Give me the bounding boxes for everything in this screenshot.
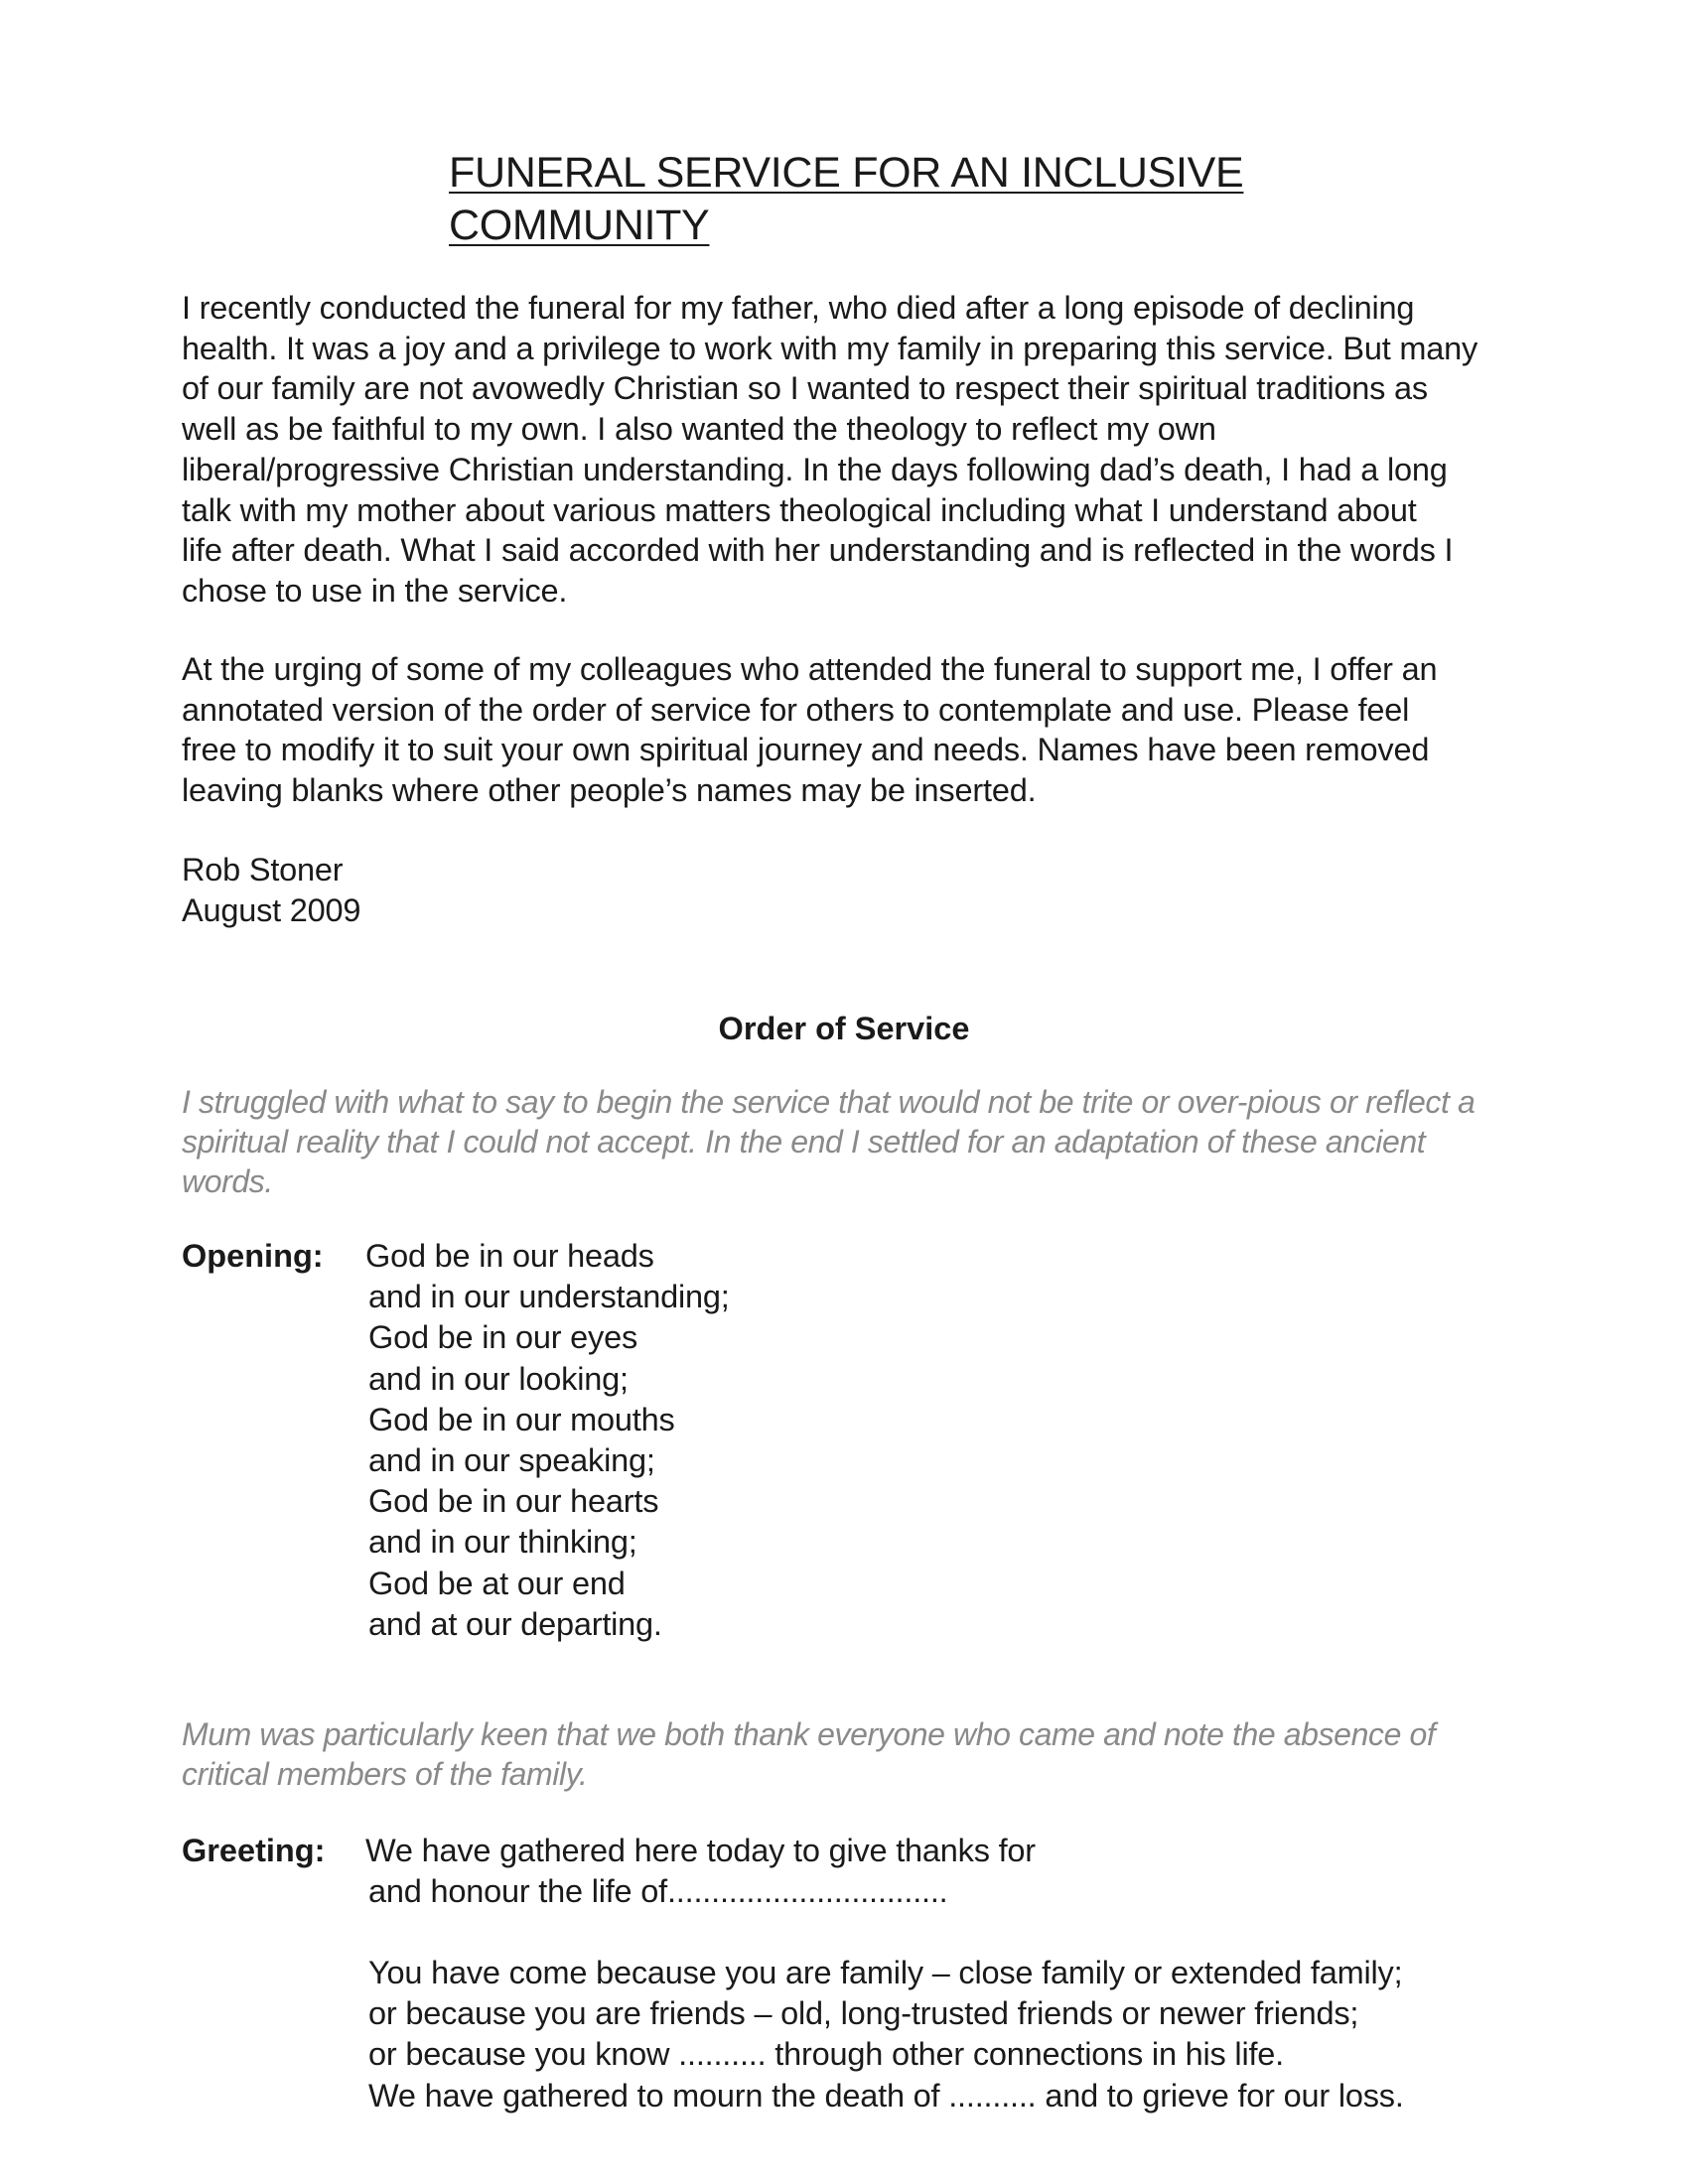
greeting-text-b: [368, 1953, 1560, 2116]
signature-block: [182, 850, 1502, 930]
signature-date: August 2009: [182, 891, 361, 928]
paragraph-line: of our family are not avowedly Christian so I wanted to respect their spiritual traditions as: [182, 370, 1428, 407]
verse-line: God be in our hearts: [368, 1483, 659, 1520]
greeting-line: We have gathered here today to give thanks for: [365, 1833, 1036, 1868]
verse-line: God be in our mouths: [368, 1401, 675, 1437]
verse-line: and at our departing.: [368, 1605, 662, 1642]
paragraph-line: health. It was a joy and a privilege to work with my family in preparing this service. But many: [182, 330, 1478, 366]
greeting-line: or because you are friends – old, long-trusted friends or newer friends;: [368, 1995, 1359, 2032]
order-of-service-heading: Order of Service: [718, 1011, 970, 1046]
paragraph-line: well as be faithful to my own. I also wanted the theology to reflect my own: [182, 411, 1216, 448]
paragraph-line: I recently conducted the funeral for my father, who died after a long episode of declining: [182, 290, 1415, 326]
verse-line: God be in our eyes: [368, 1319, 638, 1356]
verse-line: and in our looking;: [368, 1360, 629, 1397]
greeting-annotation: [182, 1714, 1502, 1794]
verse-line: and in our speaking;: [368, 1442, 655, 1479]
intro-paragraph-2: [182, 649, 1502, 811]
intro-paragraph-1: [182, 288, 1502, 612]
author-name: Rob Stoner: [182, 852, 344, 887]
verse-line: and in our understanding;: [368, 1279, 730, 1315]
annotation-line: critical members of the family.: [182, 1756, 588, 1792]
verse-line: and in our thinking;: [368, 1524, 637, 1561]
greeting-line: You have come because you are family – close family or extended family;: [368, 1955, 1403, 1990]
paragraph-line: talk with my mother about various matters theological including what I understand about: [182, 491, 1417, 528]
title-line: COMMUNITY: [449, 202, 710, 249]
paragraph-line: life after death. What I said accorded with her understanding and is reflected in the words I: [182, 532, 1454, 569]
document-title: [449, 147, 1342, 252]
greeting-line: We have gathered to mourn the death of .......... and to grieve for our loss.: [368, 2077, 1404, 2114]
greeting-label: Greeting:: [182, 1833, 326, 1868]
title-line: FUNERAL SERVICE FOR AN INCLUSIVE: [449, 149, 1244, 197]
opening-label: Opening:: [182, 1238, 324, 1274]
opening-verse: [365, 1236, 1560, 1645]
opening-annotation: [182, 1082, 1502, 1201]
paragraph-line: chose to use in the service.: [182, 572, 568, 609]
annotation-line: words.: [182, 1163, 273, 1199]
greeting-line: or because you know .......... through other connections in his life.: [368, 2036, 1285, 2073]
paragraph-line: leaving blanks where other people’s names may be inserted.: [182, 772, 1037, 809]
greeting-text-a: [365, 1831, 1560, 1912]
paragraph-line: At the urging of some of my colleagues who attended the funeral to support me, I offer an: [182, 651, 1438, 687]
annotation-line: spiritual reality that I could not accept. In the end I settled for an adaptation of these ancient: [182, 1124, 1426, 1160]
paragraph-line: free to modify it to suit your own spiritual journey and needs. Names have been removed: [182, 732, 1430, 768]
annotation-line: Mum was particularly keen that we both thank everyone who came and note the absence of: [182, 1716, 1436, 1752]
verse-line: God be at our end: [368, 1565, 626, 1601]
paragraph-line: annotated version of the order of service for others to contemplate and use. Please feel: [182, 691, 1410, 728]
paragraph-line: liberal/progressive Christian understanding. In the days following dad’s death, I had a long: [182, 451, 1448, 487]
verse-line: God be in our heads: [365, 1238, 654, 1274]
annotation-line: I struggled with what to say to begin the service that would not be trite or over-pious or reflect a: [182, 1084, 1476, 1120]
greeting-line: and honour the life of................................: [368, 1873, 948, 1910]
